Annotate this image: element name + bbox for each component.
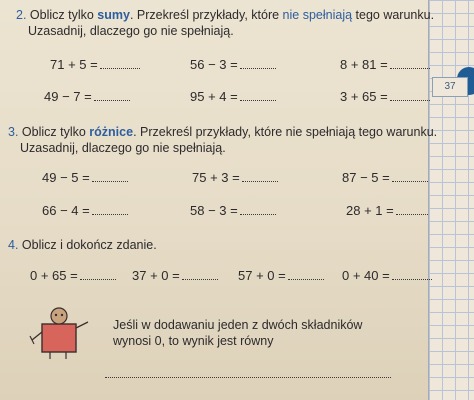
- task3-instruction-line2: Uzasadnij, dlaczego go nie spełniają.: [20, 141, 226, 155]
- grid-margin: [428, 0, 474, 400]
- answer-blank[interactable]: [80, 268, 116, 280]
- eq-text: 3 + 65 =: [340, 89, 388, 104]
- eq-text: 0 + 65 =: [30, 268, 78, 283]
- answer-blank[interactable]: [392, 268, 432, 280]
- answer-blank[interactable]: [92, 170, 128, 182]
- eq-text: 0 + 40 =: [342, 268, 390, 283]
- answer-blank[interactable]: [92, 203, 128, 215]
- eq-text: 8 + 81 =: [340, 57, 388, 72]
- task2-eq-2: [190, 57, 276, 72]
- task2-text-a: Oblicz tylko: [26, 8, 98, 22]
- task3-eq-1: [42, 170, 128, 185]
- task2-keyword: sumy: [97, 8, 130, 22]
- task4-eq-1: [30, 268, 116, 283]
- task4-eq-3: [238, 268, 324, 283]
- task2-instruction: [16, 8, 434, 23]
- eq-text: 57 + 0 =: [238, 268, 286, 283]
- answer-blank[interactable]: [182, 268, 218, 280]
- box-character-illustration: [22, 302, 100, 360]
- task2-eq-3: [340, 57, 430, 72]
- task4-sentence-line1: Jeśli w dodawaniu jeden z dwóch składników: [113, 318, 363, 332]
- task2-highlight: nie spełniają: [282, 8, 353, 22]
- task4-sentence-line2: wynosi 0, to wynik jest równy: [113, 334, 274, 348]
- eq-text: 87 − 5 =: [342, 170, 390, 185]
- task4-eq-2: [132, 268, 218, 283]
- task2-eq-6: [340, 89, 430, 104]
- eq-text: 49 − 7 =: [44, 89, 92, 104]
- task3-text-a: Oblicz tylko: [18, 125, 90, 139]
- answer-blank[interactable]: [240, 57, 276, 69]
- answer-blank[interactable]: [240, 89, 276, 101]
- task2-number: 2.: [16, 8, 27, 22]
- task3-number: 3.: [8, 125, 19, 139]
- task3-keyword: różnice: [89, 125, 134, 139]
- task3-eq-3: [342, 170, 428, 185]
- eq-text: 58 − 3 =: [190, 203, 238, 218]
- task3-eq-4: [42, 203, 128, 218]
- task2-eq-1: [50, 57, 140, 72]
- answer-blank[interactable]: [288, 268, 324, 280]
- answer-blank[interactable]: [392, 170, 428, 182]
- eq-text: 37 + 0 =: [132, 268, 180, 283]
- task4-instruction: [8, 238, 157, 253]
- eq-text: 49 − 5 =: [42, 170, 90, 185]
- task2-eq-5: [190, 89, 276, 104]
- answer-blank[interactable]: [100, 57, 140, 69]
- answer-blank[interactable]: [396, 203, 428, 215]
- task2-text-b: . Przekreśl przykłady, które: [129, 8, 283, 22]
- task3-eq-6: [346, 203, 428, 218]
- task3-text-b: . Przekreśl przykłady, które nie spełniają tego warunku.: [133, 125, 438, 139]
- eq-text: 56 − 3 =: [190, 57, 238, 72]
- answer-blank[interactable]: [240, 203, 276, 215]
- task3-eq-5: [190, 203, 276, 218]
- eq-text: 28 + 1 =: [346, 203, 394, 218]
- answer-blank[interactable]: [94, 89, 130, 101]
- task4-number: 4.: [8, 238, 19, 252]
- answer-blank[interactable]: [390, 57, 430, 69]
- task2-text-c: tego warunku.: [352, 8, 435, 22]
- task2-instruction-line2: Uzasadnij, dlaczego go nie spełniają.: [28, 24, 234, 38]
- eq-text: 75 + 3 =: [192, 170, 240, 185]
- sentence-answer-blank[interactable]: [105, 375, 391, 378]
- task4-text: Oblicz i dokończ zdanie.: [18, 238, 157, 252]
- eq-text: 66 − 4 =: [42, 203, 90, 218]
- task3-eq-2: [192, 170, 278, 185]
- task2-eq-4: [44, 89, 130, 104]
- eq-text: 95 + 4 =: [190, 89, 238, 104]
- task3-instruction: [8, 125, 437, 140]
- answer-blank[interactable]: [242, 170, 278, 182]
- task4-eq-4: [342, 268, 432, 283]
- eq-text: 71 + 5 =: [50, 57, 98, 72]
- answer-blank[interactable]: [390, 89, 430, 101]
- page-number: 37: [432, 77, 468, 97]
